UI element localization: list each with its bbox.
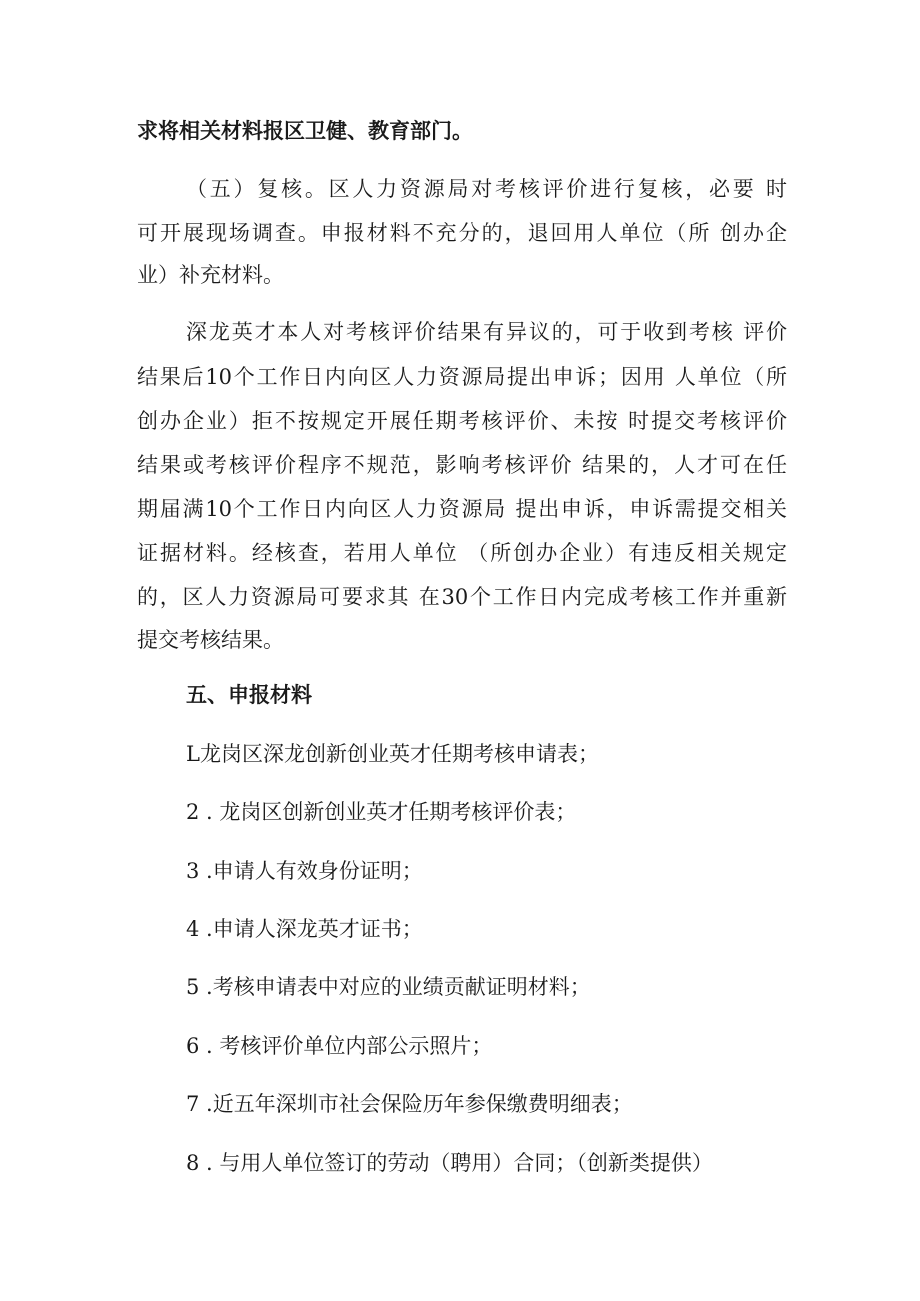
paragraph-line: 的，区人力资源局可要求其 在30个工作日内完成考核工作并重新 [137, 585, 787, 609]
paragraph-line: （五）复核。区人力资源局对考核评价进行复核，必要 时 [186, 177, 787, 201]
list-item: 4 .申请人深龙英才证书； [186, 917, 423, 941]
paragraph-line: 创办企业）拒不按规定开展任期考核评价、未按 时提交考核评价 [137, 409, 787, 433]
section-heading: 五、申报材料 [186, 682, 312, 707]
list-item: 7 .近五年深圳市社会保险历年参保缴费明细表； [186, 1092, 633, 1116]
list-item: 5 .考核申请表中对应的业绩贡献证明材料； [186, 975, 591, 999]
list-item: 6 . 考核评价单位内部公示照片； [186, 1034, 493, 1058]
list-item: L龙岗区深龙创新创业英才任期考核申请表； [186, 742, 599, 766]
paragraph-line: 提交考核结果。 [137, 628, 284, 652]
list-item: 8 . 与用人单位签订的劳动（聘用）合同；（创新类提供） [186, 1151, 713, 1175]
paragraph-line: 深龙英才本人对考核评价结果有异议的，可于收到考核 评价 [186, 320, 787, 344]
list-item: 2 . 龙岗区创新创业英才任期考核评价表； [186, 800, 577, 824]
paragraph-line: 求将相关材料报区卫健、教育部门。 [137, 118, 473, 143]
paragraph-line: 可开展现场调查。申报材料不充分的，退回用人单位（所 创办企 [137, 221, 787, 245]
paragraph-line: 结果或考核评价程序不规范，影响考核评价 结果的，人才可在任 [137, 453, 787, 477]
paragraph-line: 结果后10个工作日内向区人力资源局提出申诉；因用 人单位（所 [137, 365, 787, 389]
paragraph-line: 期届满10个工作日内向区人力资源局 提出申诉，申诉需提交相关 [137, 497, 787, 521]
list-item: 3 .申请人有效身份证明； [186, 859, 423, 883]
paragraph-line: 证据材料。经核查，若用人单位 （所创办企业）有违反相关规定 [137, 541, 787, 565]
paragraph-line: 业）补充材料。 [137, 263, 284, 287]
